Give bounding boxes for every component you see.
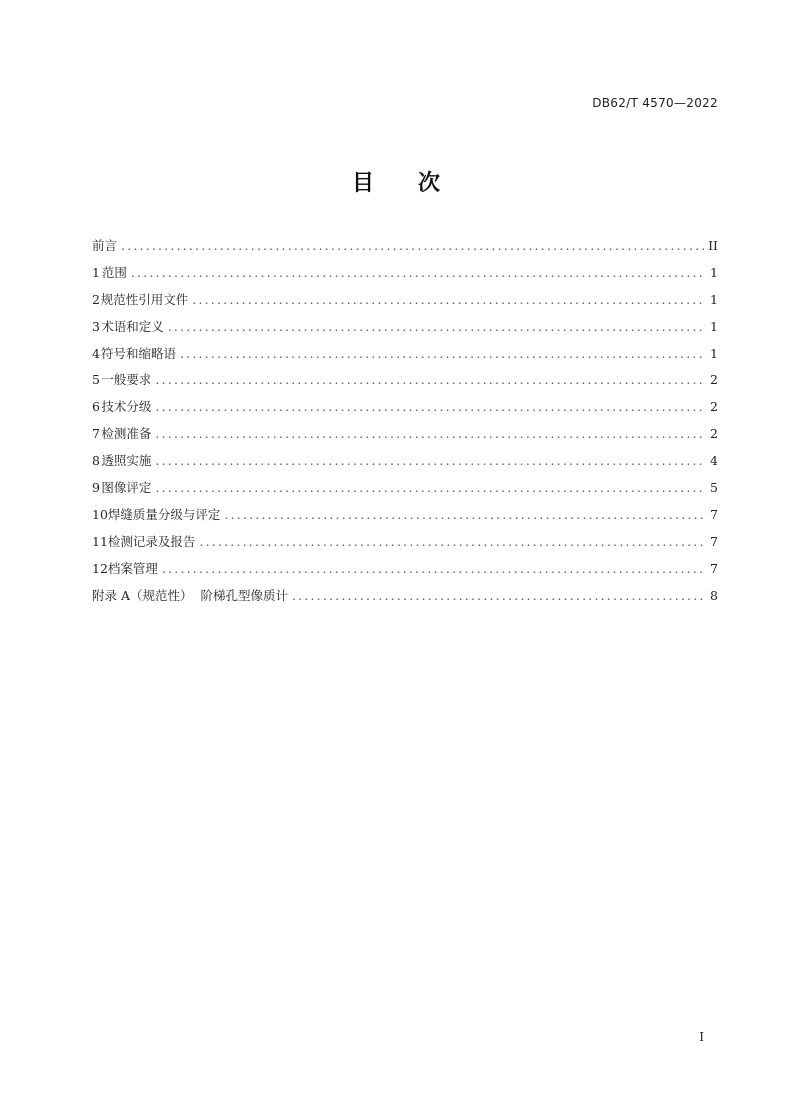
toc-entry-page: 4 bbox=[710, 453, 718, 469]
toc-entry-label: 规范性引用文件 bbox=[100, 291, 189, 307]
toc-entry[interactable] bbox=[92, 532, 718, 559]
toc-entry-label: 档案管理 bbox=[107, 560, 158, 576]
toc-leader-dots bbox=[155, 372, 704, 387]
toc-entry-label: 透照实施 bbox=[101, 453, 152, 469]
toc-entry[interactable] bbox=[92, 370, 718, 397]
toc-entry-page: 5 bbox=[710, 480, 718, 496]
toc-leader-dots bbox=[180, 346, 704, 361]
toc-entry-label: 检测记录及报告 bbox=[107, 533, 196, 549]
toc-entry-page: 1 bbox=[710, 264, 718, 280]
toc-entry-page: 7 bbox=[710, 533, 718, 549]
toc-entry[interactable] bbox=[92, 559, 718, 586]
toc-entry-number: 7 bbox=[92, 426, 100, 442]
toc-entry[interactable] bbox=[92, 236, 718, 263]
toc-entry-label: 检测准备 bbox=[101, 426, 152, 442]
toc-entry-label: 术语和定义 bbox=[101, 318, 164, 334]
toc-entry-label: 焊缝质量分级与评定 bbox=[107, 506, 221, 522]
toc-entry[interactable] bbox=[92, 263, 718, 290]
toc-entry[interactable] bbox=[92, 397, 718, 424]
toc-entry-number: 9 bbox=[92, 480, 100, 496]
toc-entry-page: 7 bbox=[710, 506, 718, 522]
toc-entry-label: 一般要求 bbox=[101, 372, 152, 388]
toc-entry[interactable] bbox=[92, 586, 718, 613]
toc-entry-page: 7 bbox=[710, 560, 718, 576]
toc-entry-page: 2 bbox=[710, 399, 718, 415]
toc-entry-number: 1 bbox=[92, 264, 100, 280]
toc-list bbox=[92, 236, 718, 612]
toc-entry-label: 图像评定 bbox=[101, 480, 152, 496]
toc-entry-label: 范围 bbox=[101, 264, 127, 280]
toc-entry-number: 5 bbox=[92, 372, 100, 388]
toc-leader-dots bbox=[155, 426, 704, 441]
toc-entry-number: 12 bbox=[92, 560, 108, 576]
toc-leader-dots bbox=[155, 453, 704, 468]
toc-leader-dots bbox=[162, 561, 704, 576]
toc-entry-page: 2 bbox=[710, 426, 718, 442]
toc-entry-page: 8 bbox=[710, 587, 718, 603]
page-number: I bbox=[699, 1030, 704, 1044]
toc-leader-dots bbox=[192, 292, 704, 307]
toc-entry-page: II bbox=[708, 238, 718, 253]
toc-entry-number: 4 bbox=[92, 345, 100, 361]
toc-leader-dots bbox=[121, 238, 704, 253]
toc-leader-dots bbox=[168, 319, 704, 334]
toc-leader-dots bbox=[224, 507, 704, 522]
toc-entry[interactable] bbox=[92, 451, 718, 478]
toc-leader-dots bbox=[155, 480, 704, 495]
toc-entry-number: 6 bbox=[92, 399, 100, 415]
toc-entry[interactable] bbox=[92, 317, 718, 344]
toc-leader-dots bbox=[199, 534, 704, 549]
toc-entry-number: 10 bbox=[92, 506, 108, 522]
toc-entry-label: 附录 A（规范性） 阶梯孔型像质计 bbox=[92, 587, 288, 603]
toc-entry-label: 技术分级 bbox=[101, 399, 152, 415]
toc-entry-number: 2 bbox=[92, 291, 100, 307]
toc-title: 目次 bbox=[351, 171, 484, 196]
toc-entry-label: 前言 bbox=[92, 238, 118, 253]
toc-entry-page: 1 bbox=[710, 318, 718, 334]
toc-entry-label: 符号和缩略语 bbox=[100, 345, 176, 361]
toc-entry[interactable] bbox=[92, 505, 718, 532]
toc-entry-number: 11 bbox=[92, 533, 108, 549]
toc-entry-page: 1 bbox=[710, 345, 718, 361]
toc-entry-page: 2 bbox=[710, 372, 718, 388]
toc-leader-dots bbox=[155, 399, 704, 414]
toc-entry[interactable] bbox=[92, 344, 718, 371]
toc-leader-dots bbox=[131, 265, 704, 280]
toc-entry[interactable] bbox=[92, 424, 718, 451]
toc-entry-page: 1 bbox=[710, 291, 718, 307]
toc-entry-number: 8 bbox=[92, 453, 100, 469]
toc-entry[interactable] bbox=[92, 290, 718, 317]
toc-entry[interactable] bbox=[92, 478, 718, 505]
toc-leader-dots bbox=[292, 588, 704, 603]
toc-entry-number: 3 bbox=[92, 318, 100, 334]
document-code: DB62/T 4570—2022 bbox=[592, 96, 718, 110]
